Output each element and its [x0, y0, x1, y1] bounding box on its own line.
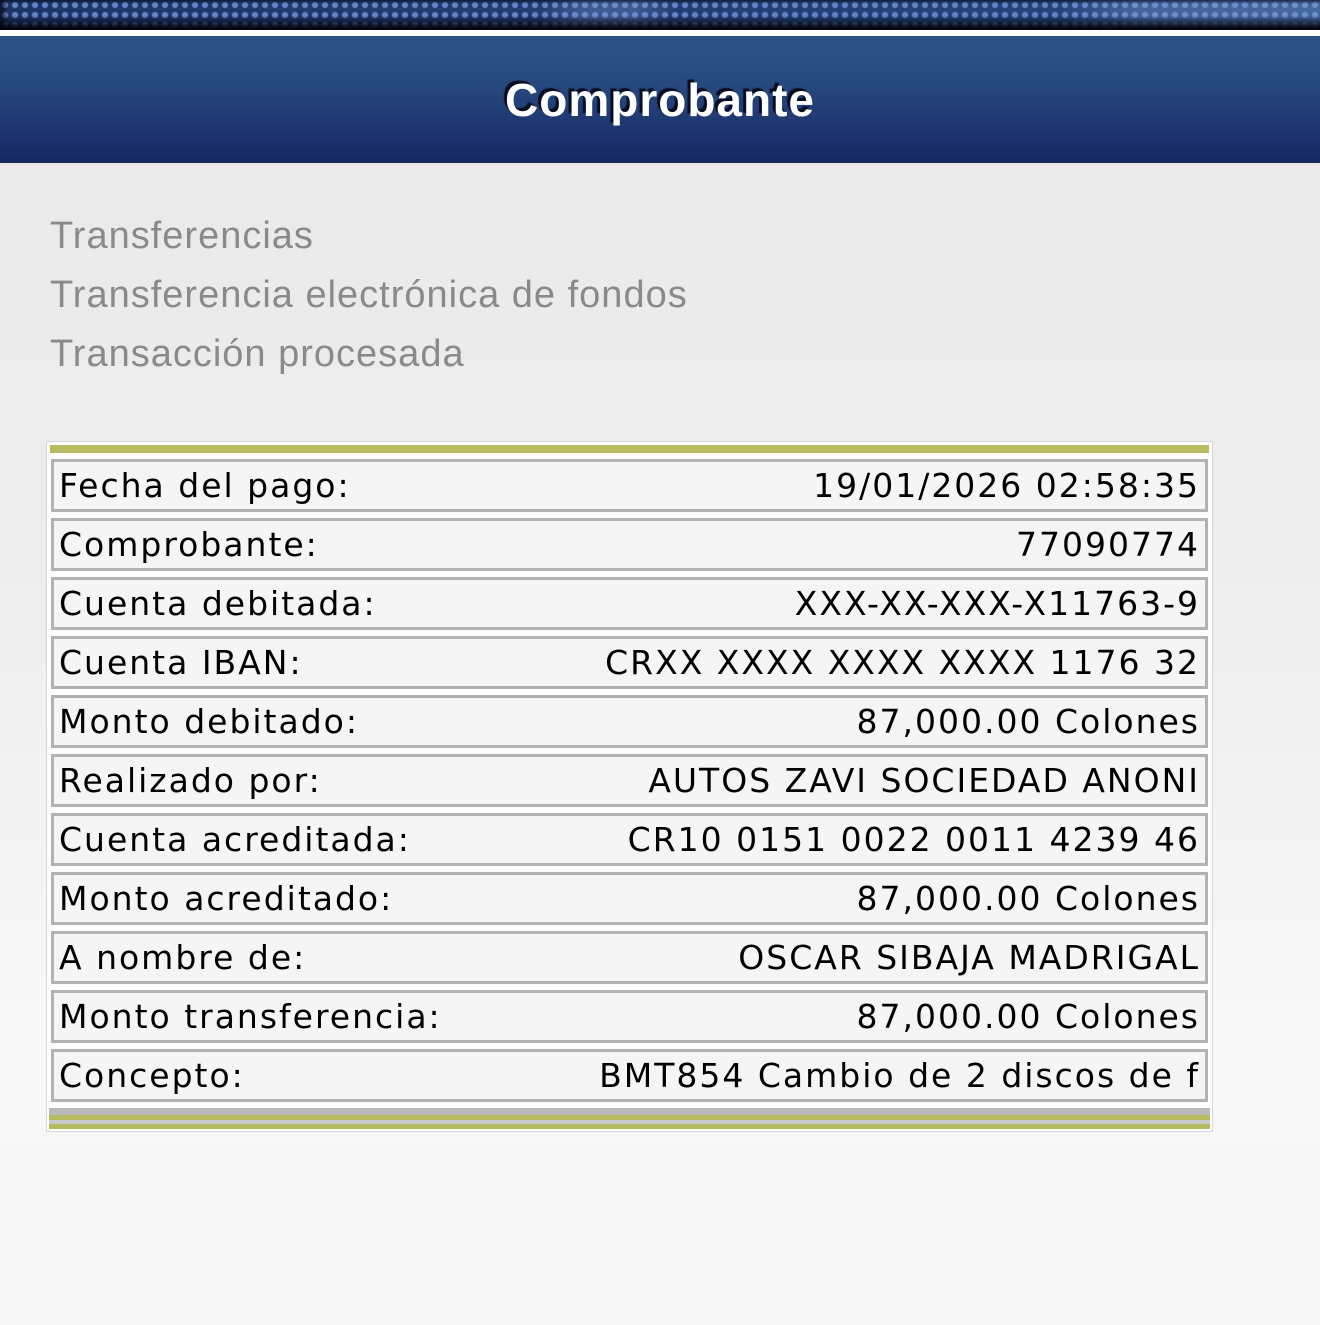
row-label: Fecha del pago:: [59, 466, 351, 505]
table-row: [51, 518, 1208, 571]
table-row: [51, 459, 1208, 512]
table-row: [51, 1049, 1208, 1102]
table-row: [51, 577, 1208, 630]
row-value: 87,000.00 Colones: [856, 702, 1200, 741]
row-value: 77090774: [1016, 525, 1200, 564]
breadcrumb: [50, 207, 1320, 384]
decorative-dotted-bar: [0, 0, 1320, 30]
breadcrumb-line: Transferencia electrónica de fondos: [50, 274, 688, 316]
row-label: Realizado por:: [59, 761, 322, 800]
row-label: Cuenta debitada:: [59, 584, 377, 623]
row-label: Comprobante:: [59, 525, 319, 564]
row-value: 19/01/2026 02:58:35: [813, 466, 1200, 505]
row-value: XXX-XX-XXX-X11763-9: [794, 584, 1200, 623]
banner: [0, 36, 1320, 163]
bottom-olive-stripe: [49, 1124, 1210, 1129]
row-label: Concepto:: [59, 1056, 245, 1095]
breadcrumb-line: Transferencias: [50, 215, 314, 257]
row-label: Cuenta IBAN:: [59, 643, 303, 682]
row-value: OSCAR SIBAJA MADRIGAL: [738, 938, 1200, 977]
receipt-top-border: [50, 445, 1209, 453]
row-value: BMT854 Cambio de 2 discos de f: [599, 1056, 1200, 1095]
row-value: 87,000.00 Colones: [856, 879, 1200, 918]
receipt-bottom-border: [49, 1108, 1210, 1129]
row-value: CR10 0151 0022 0011 4239 46: [627, 820, 1200, 859]
row-label: Monto transferencia:: [59, 997, 442, 1036]
table-row: [51, 695, 1208, 748]
table-row: [51, 813, 1208, 866]
row-label: Monto acreditado:: [59, 879, 394, 918]
receipt-table: [46, 441, 1213, 1132]
table-row: [51, 872, 1208, 925]
row-value: CRXX XXXX XXXX XXXX 1176 32: [605, 643, 1200, 682]
receipt-rows: [49, 459, 1210, 1102]
bottom-gray-bar: [49, 1108, 1210, 1115]
content-area: [0, 163, 1320, 1325]
breadcrumb-line: Transacción procesada: [50, 333, 465, 375]
row-value: 87,000.00 Colones: [856, 997, 1200, 1036]
row-label: Monto debitado:: [59, 702, 359, 741]
table-row: [51, 990, 1208, 1043]
page-title: Comprobante: [505, 73, 815, 126]
table-row: [51, 636, 1208, 689]
row-label: A nombre de:: [59, 938, 307, 977]
row-value: AUTOS ZAVI SOCIEDAD ANONI: [648, 761, 1200, 800]
row-label: Cuenta acreditada:: [59, 820, 411, 859]
table-row: [51, 754, 1208, 807]
table-row: [51, 931, 1208, 984]
